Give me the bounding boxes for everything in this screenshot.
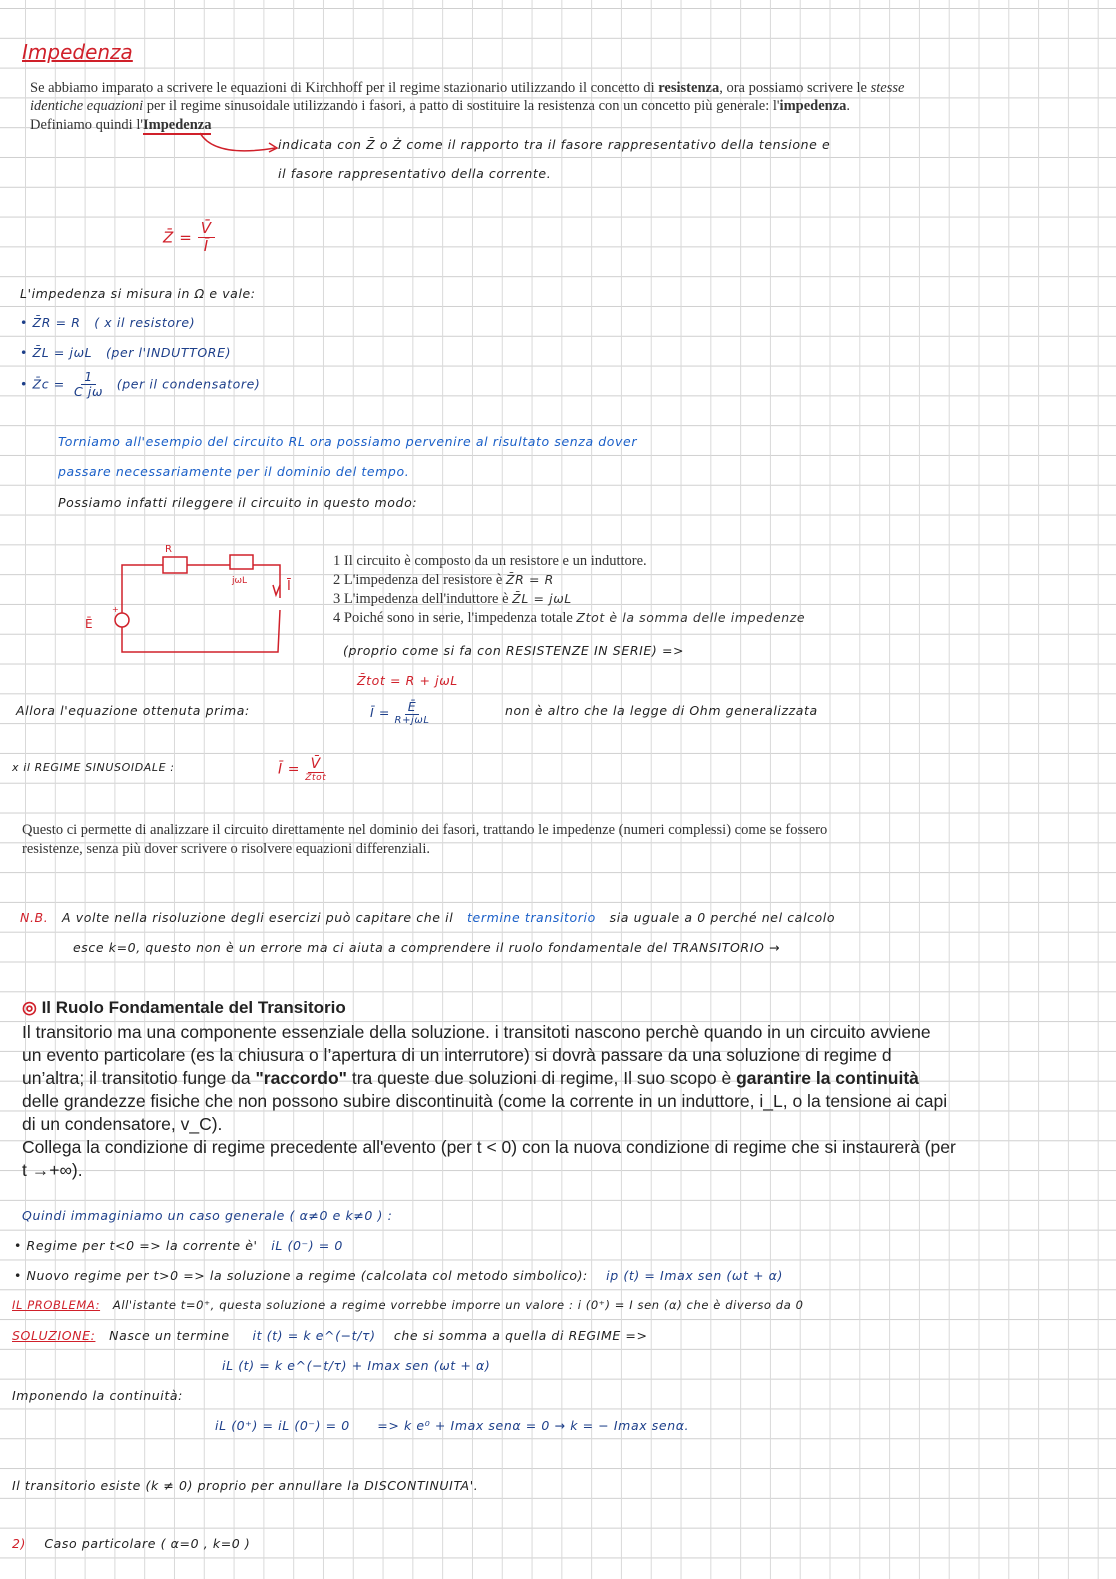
text: Z̄ = [163,228,193,247]
page-title: Impedenza [22,40,133,64]
full-solution-formula: iL (t) = k e^(−t/τ) + Imax sen (ωt + α) [222,1358,491,1373]
text: Definiamo quindi l' [30,117,143,133]
step-3 [333,591,572,608]
italic-term: stesse [870,80,905,96]
text: Caso particolare ( α=0 , k=0 ) [44,1536,251,1551]
text: A volte nella risoluzione degli esercizi può capitare che il [62,910,454,925]
transitorio-line-6: Collega la condizione di regime precedente all'evento (per t < 0) con la nuova condizione di regime che si instaurerà (per [22,1137,956,1157]
rl-example-line-1: Torniamo all'esempio del circuito RL ora possiamo pervenire al risultato senza dover [58,434,638,449]
numerator: Ē [405,700,420,715]
transitorio-line-3 [22,1068,919,1089]
handwritten: Z̄R = R [505,572,554,587]
text: un’altra; il transitotio funge da [22,1068,256,1088]
wire [122,565,280,613]
nb-label: N.B. [20,910,49,925]
ohm-suffix: non è altro che la legge di Ohm generalizzata [505,703,818,718]
definition-line-1: indicata con Z̄ o Ż come il rapporto tra il fasore rappresentativo della tensione e [278,137,831,152]
text: Se abbiamo imparato a scrivere le equazioni di Kirchhoff per il regime stazionario utilizzando il concetto di [30,80,659,96]
plus-sign: + [112,605,119,614]
arrow-icon [195,130,285,160]
general-case-intro: Quindi immaginiamo un caso generale ( α≠0 e k≠0 ) : [22,1208,393,1223]
fraction [395,700,430,727]
nb-line-2: esce k=0, questo non è un errore ma ci aiuta a comprendere il ruolo fondamentale del TRANSITORIO → [73,940,781,955]
conclusion: Il transitorio esiste (k ≠ 0) proprio per annullare la DISCONTINUITA'. [12,1478,479,1493]
text: 1 Il circuito è composto da un resistore e un induttore. [333,553,647,569]
definition-line-2: il fasore rappresentativo della corrente. [278,166,552,181]
text: Ī = [278,761,301,778]
transitorio-line-2: un evento particolare (es la chiusura o l’apertura di un interrutore) si dovrà passare da una soluzione di regime d [22,1045,892,1065]
general-case-bullet-1 [14,1238,343,1253]
formula: iL (0⁺) = iL (0⁻) = 0 [215,1418,350,1433]
transitorio-line-1: Il transitorio ma una componente essenziale della soluzione. i transitoti nascono perchè quando in un circuito avviene [22,1022,931,1042]
text: • Regime per t<0 => la corrente è' [14,1238,258,1253]
ohm-prefix: Allora l'equazione ottenuta prima: [16,703,250,718]
step-2 [333,572,554,589]
current-arrow [273,585,280,595]
text: ( x il resistore) [94,315,196,330]
ohm-formula [370,700,430,727]
intro-line-2 [30,98,850,115]
text: Nasce un termine [109,1328,230,1343]
text: • Z̄L = jωL [20,345,93,360]
series-note: (proprio come si fa con RESISTENZE IN SERIE) => [343,643,685,658]
solution-line [12,1328,648,1343]
numerator: V̄ [198,220,215,238]
text: per il regime sinusoidale utilizzando i fasori, a patto di sostituire la resistenza con un concetto più generale: l' [143,98,780,114]
text: 2 L'impedenza del resistore è [333,572,506,588]
summary-line-2: resistenze, senza più dover scrivere o risolvere equazioni differenziali. [22,841,430,857]
resistor-label: R [165,544,172,555]
text: che si somma a quella di REGIME => [393,1328,648,1343]
sinusoidal-label: x il REGIME SINUSOIDALE : [12,761,175,774]
formula: ip (t) = Imax sen (ωt + α) [606,1268,784,1283]
measure-item-r [20,315,195,330]
measure-intro: L'impedenza si misura in Ω e vale: [20,286,256,301]
text: 4 Poiché sono in serie, l'impedenza totale [333,610,577,626]
intro-line-1 [30,80,904,97]
solution-label: SOLUZIONE: [12,1328,96,1343]
italic-term: identiche equazioni [30,98,144,114]
transitorio-line-4: delle grandezze fisiche che non possono subire discontinuità (come la corrente in un induttore, i_L, o la tensione ai capi [22,1091,948,1111]
case-number: 2) [12,1536,27,1551]
rl-circuit-diagram [75,540,305,665]
text: All'istante t=0⁺, questa soluzione a regime vorrebbe imporre un valore : i (0⁺) = I sen (α) che è diverso da 0 [112,1298,804,1312]
transitorio-heading [22,998,346,1018]
continuity-equation [215,1418,689,1433]
step-1 [333,553,647,570]
problem-label: IL PROBLEMA: [12,1298,101,1312]
resistor-symbol [163,557,187,573]
sinusoidal-formula [278,756,326,783]
text: tra queste due soluzioni di regime, Il suo scopo è [346,1068,737,1088]
wire [122,610,280,652]
bold-term: resistenza [658,80,720,96]
text: . [846,98,851,114]
numerator: 1 [81,370,96,385]
text: • Z̄R = R [20,315,81,330]
transitorio-line-5: di un condensatore, v_C). [22,1114,223,1134]
text: (per il condensatore) [116,376,261,392]
highlight-term: termine transitorio [467,910,596,925]
continuity-intro: Imponendo la continuità: [12,1388,183,1403]
measure-item-l [20,345,231,360]
rl-example-line-3: Possiamo infatti rileggere il circuito in questo modo: [58,495,418,510]
rl-example-line-2: passare necessariamente per il dominio del tempo. [58,464,410,479]
fraction [305,756,326,783]
target-icon: ◎ [22,998,37,1017]
general-case-bullet-2 [14,1268,783,1283]
source-label: Ē [85,617,93,631]
ztot-formula: Z̄tot = R + jωL [357,673,458,688]
bold-term: impedenza [779,98,847,114]
text: sia uguale a 0 perché nel calcolo [609,910,836,925]
transitorio-line-7: t →+∞). [22,1160,83,1180]
measure-item-c [20,370,260,400]
nb-line-1 [20,910,835,925]
inductor-symbol [230,555,253,569]
formula: it (t) = k e^(−t/τ) [252,1328,376,1343]
numerator: V̄ [308,756,324,773]
text: (per l'INDUTTORE) [105,345,232,360]
text: , ora possiamo scrivere le [719,80,871,96]
denominator: Z̄tot [305,773,327,784]
bold-term: garantire la continuità [736,1068,919,1088]
case-2 [12,1536,250,1551]
text: • Z̄c = [20,376,65,392]
text: Il Ruolo Fondamentale del Transitorio [41,998,346,1017]
current-label: Ī [287,579,291,594]
formula: iL (0⁻) = 0 [271,1238,343,1253]
fraction [198,220,215,256]
fraction [74,370,103,400]
problem-line [12,1298,804,1312]
formula: => k e⁰ + Imax senα = 0 → k = − Imax senα. [377,1418,690,1433]
handwritten: Z̄L = jωL [512,591,572,606]
intro-line-3 [30,117,211,134]
bold-term: Impedenza [142,117,212,133]
denominator: Ī [203,237,209,256]
denominator: R+jωL [394,715,430,727]
voltage-source-symbol [115,613,129,627]
text: • Nuovo regime per t>0 => la soluzione a regime (calcolata col metodo simbolico): [14,1268,588,1283]
summary-line-1: Questo ci permette di analizzare il circuito direttamente nel dominio dei fasori, trattando le impedenze (numeri complessi) come se fossero [22,822,828,838]
bold-term: "raccordo" [255,1068,347,1088]
text: 3 L'impedenza dell'induttore è [333,591,513,607]
denominator: C jω [74,384,104,400]
impedance-formula [163,220,215,256]
inductor-label: jωL [232,576,248,586]
handwritten: Ztot è la somma delle impedenze [576,610,806,625]
text: Ī = [370,704,390,720]
step-4 [333,610,805,627]
